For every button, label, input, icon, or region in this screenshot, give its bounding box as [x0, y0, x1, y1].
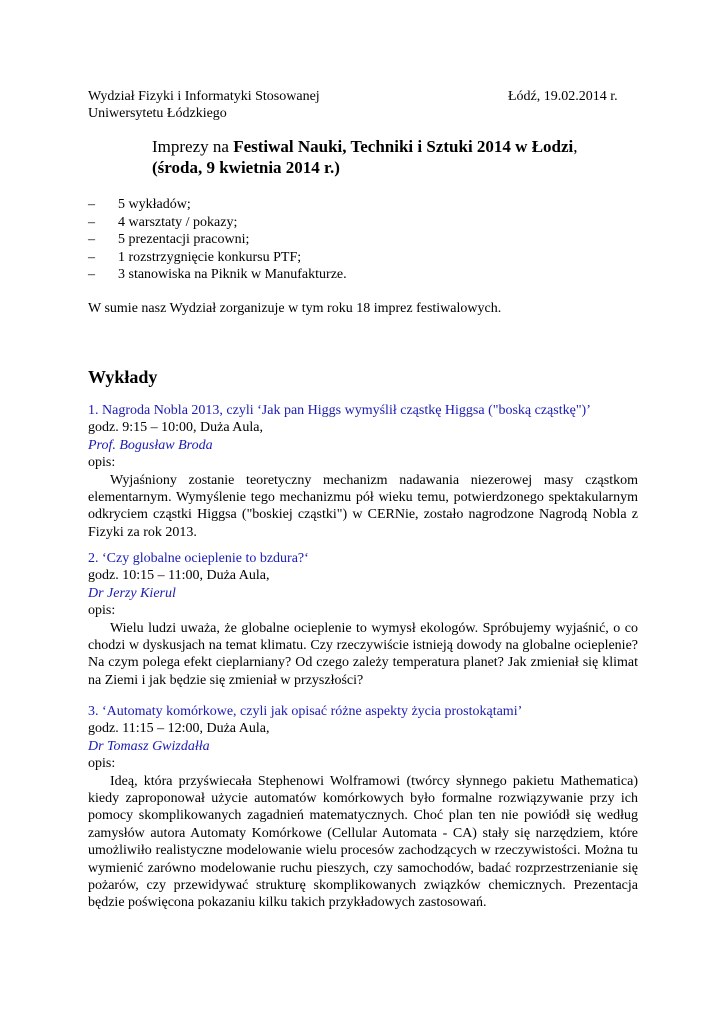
dash-bullet: – [88, 214, 95, 230]
lecture-item [88, 402, 638, 541]
lecture-author[interactable]: Dr Tomasz Gwizdałła [88, 738, 210, 754]
list-item-text: 1 rozstrzygnięcie konkursu PTF; [118, 249, 302, 265]
lecture-time: godz. 11:15 – 12:00, Duża Aula, [88, 721, 270, 737]
dash-bullet: – [88, 232, 95, 247]
lecture-item [88, 703, 638, 912]
lecture-description: Wyjaśniony zostanie teoretyczny mechanizm nadawania niezerowej masy cząstkom elementarnym. Wymyślenie tego mechanizmu pół wieku temu, potwierdzonego spektakularnym odkryciem cząstki Higgsa ("boskiej cząstki") w CERNie, zostało nagrodzone Nagrodą Nobla z Fizyki za rok 2013. [88, 472, 638, 540]
list-item-text: 3 stanowiska na Piknik w Manufakturze. [118, 267, 347, 282]
lecture-item [88, 550, 638, 689]
header-institution [88, 88, 320, 122]
lecture-author[interactable]: Prof. Bogusław Broda [88, 437, 213, 453]
list-item [88, 196, 347, 214]
place-date: Łódź, 19.02.2014 r. [508, 89, 618, 104]
lecture-title[interactable]: 2. ‘Czy globalne ocieplenie to bzdura?‘ [88, 551, 309, 566]
list-item-text: 5 wykładów; [118, 197, 191, 212]
section-heading-lectures: Wykłady [88, 367, 158, 387]
lecture-opis-label: opis: [88, 603, 116, 619]
lecture-title[interactable]: 1. Nagroda Nobla 2013, czyli ‘Jak pan Higgs wymyślił cząstkę Higgsa ("boską cząstkę")’ [88, 403, 591, 418]
summary-list [88, 196, 347, 284]
title-date: (środa, 9 kwietnia 2014 r.) [152, 158, 340, 177]
list-item [88, 214, 347, 232]
dash-bullet: – [88, 249, 95, 265]
lecture-description: Wielu ludzi uważa, że globalne ocieplenie to wymysł ekologów. Spróbujemy wyjaśnić, o co chodzi w dyskusjach na temat klimatu. Czy rzeczywiście istnieją dowody na globalne ocieplenie? Na czym polega efekt cieplarniany? Od czego zależy temperatura planet? Jak zmieniał się klimat na Ziemi i jak będzie się zmieniał w przyszłości? [88, 620, 638, 688]
list-item-text: 4 warsztaty / pokazy; [118, 214, 238, 230]
title-comma: , [573, 137, 578, 156]
university-name: Uniwersytetu Łódzkiego [88, 106, 227, 121]
lecture-opis-label: opis: [88, 455, 116, 471]
title-event: Festiwal Nauki, Techniki i Sztuki 2014 w Łodzi [233, 137, 574, 156]
list-item [88, 249, 347, 267]
list-item [88, 266, 347, 284]
summary-text: W sumie nasz Wydział zorganizuje w tym roku 18 imprez festiwalowych. [88, 301, 502, 316]
lecture-author[interactable]: Dr Jerzy Kierul [88, 585, 176, 601]
list-item [88, 231, 347, 249]
lecture-time: godz. 10:15 – 11:00, Duża Aula, [88, 568, 270, 584]
faculty-name: Wydział Fizyki i Informatyki Stosowanej [88, 89, 320, 104]
list-item-text: 5 prezentacji pracowni; [118, 232, 250, 247]
lecture-opis-label: opis: [88, 756, 116, 772]
title-prefix: Imprezy na [152, 137, 234, 156]
document-title [152, 136, 578, 178]
lecture-description: Ideą, która przyświecała Stephenowi Wolframowi (twórcy słynnego pakietu Mathematica) kiedy zaproponował użycie automatów komórkowych było formalne rozwiązywanie przy ich pomocy skomplikowanych zagadnień matematycznych. Choć plan ten nie powiódł się według zamysłów autora Automaty Komórkowe (Cellular Automata - CA) stały się narzędziem, które umożliwiło realistyczne modelowanie wielu procesów zachodzących w rzeczywistości. Można tu wymienić zarówno modelowanie ruchu pieszych, czy samochodów, badać rozprzestrzenianie się pożarów, czy przewidywać strukturę skomplikowanych związków chemicznych. Prezentacja będzie poświęcona pokazaniu kilku takich przykładowych zastosowań. [88, 773, 638, 911]
dash-bullet: – [88, 267, 95, 282]
dash-bullet: – [88, 197, 95, 212]
lecture-time: godz. 9:15 – 10:00, Duża Aula, [88, 420, 263, 436]
lecture-title[interactable]: 3. ‘Automaty komórkowe, czyli jak opisać różne aspekty życia prostokątami’ [88, 704, 523, 719]
